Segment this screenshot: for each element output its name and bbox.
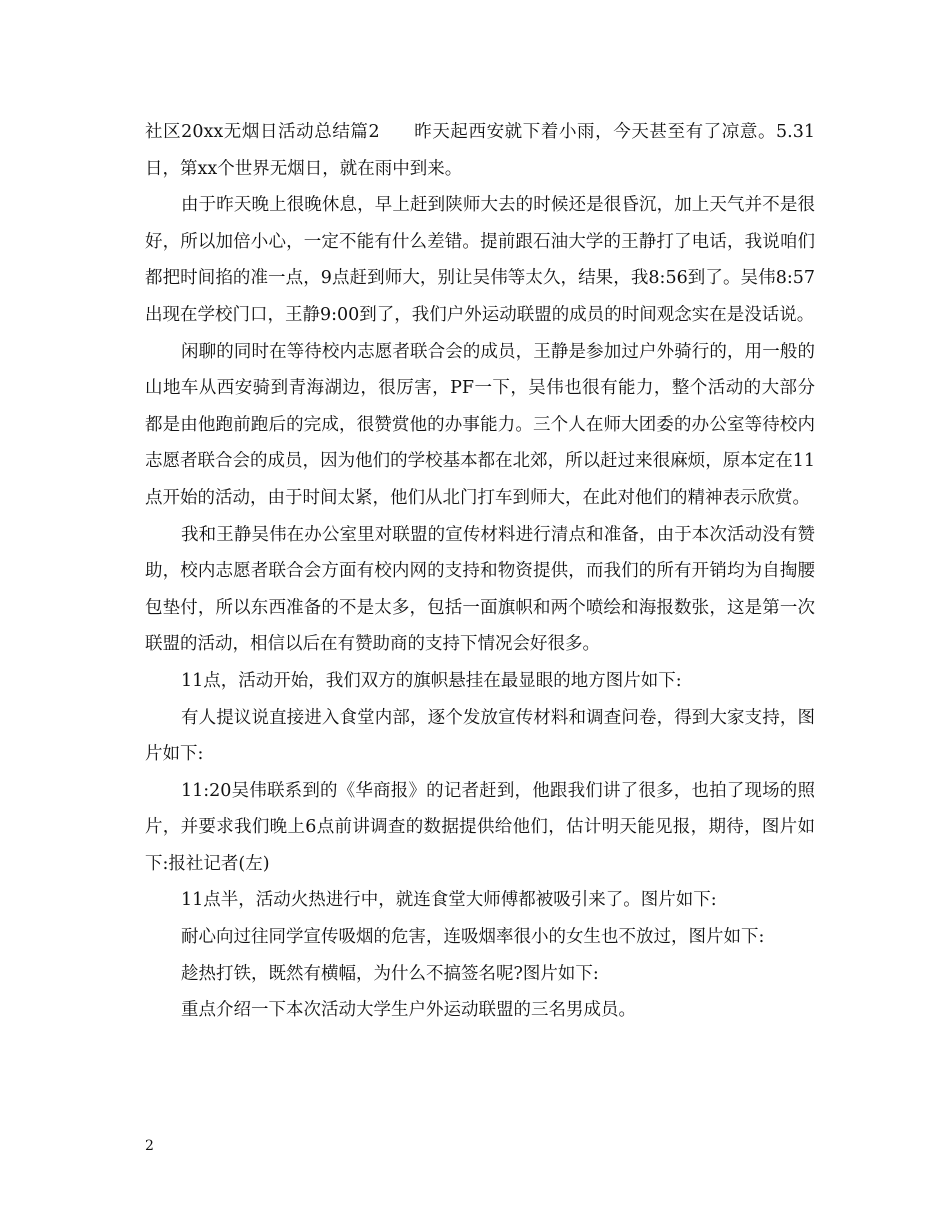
paragraph: 有人提议说直接进入食堂内部，逐个发放宣传材料和调查问卷，得到大家支持，图片如下: [145, 707, 815, 765]
paragraph: 闲聊的同时在等待校内志愿者联合会的成员，王静是参加过户外骑行的，用一般的山地车从西安骑到青海湖边，很厉害，PF一下，吴伟也很有能力，整个活动的大部分都是由他跑前跑后的完成，很赞赏他的办事能力。三个人在师大团委的办公室等待校内志愿者联合会的成员，因为他们的学校基本都在北郊，所以赶过来很麻烦，原本定在11点开始的活动，由于时间太紧，他们从北门打车到师大，在此对他们的精神表示欣赏。 [145, 341, 815, 508]
document-heading: 社区20xx无烟日活动总结篇2 [145, 122, 380, 142]
paragraph-text: 昨天起西安就下着小雨，今天甚至有了凉意。5.31日，第xx个世界无烟日，就在雨中到来。 [145, 122, 816, 179]
paragraph-intro [145, 114, 815, 187]
paragraph: 11点半，活动火热进行中，就连食堂大师傅都被吸引来了。图片如下: [181, 890, 717, 911]
paragraph: 我和王静吴伟在办公室里对联盟的宣传材料进行清点和准备，由于本次活动没有赞助，校内志愿者联合会方面有校内网的支持和物资提供，而我们的所有开销均为自掏腰包垫付，所以东西准备的不是太多，包括一面旗帜和两个喷绘和海报数张，这是第一次联盟的活动，相信以后在有赞助商的支持下情况会好很多。 [145, 524, 815, 655]
document-body [145, 114, 815, 1029]
paragraph: 趁热打铁，既然有横幅，为什么不搞签名呢?图片如下: [181, 963, 599, 984]
paragraph: 重点介绍一下本次活动大学生户外运动联盟的三名男成员。 [181, 1000, 636, 1021]
page-number: 2 [145, 1138, 154, 1154]
paragraph: 11点，活动开始，我们双方的旗帜悬挂在最显眼的地方图片如下: [181, 670, 682, 691]
paragraph: 耐心向过往同学宣传吸烟的危害，连吸烟率很小的女生也不放过，图片如下: [181, 927, 765, 948]
paragraph: 11:20吴伟联系到的《华商报》的记者赶到，他跟我们讲了很多，也拍了现场的照片，并要求我们晚上6点前讲调查的数据提供给他们，估计明天能见报，期待，图片如下:报社记者(左) [145, 780, 815, 874]
paragraph: 由于昨天晚上很晚休息，早上赶到陕师大去的时候还是很昏沉，加上天气并不是很好，所以加倍小心，一定不能有什么差错。提前跟石油大学的王静打了电话，我说咱们都把时间掐的准一点，9点赶到师大，别让吴伟等太久，结果，我8:56到了。吴伟8:57出现在学校门口，王静9:00到了，我们户外运动联盟的成员的时间观念实在是没话说。 [145, 195, 815, 325]
